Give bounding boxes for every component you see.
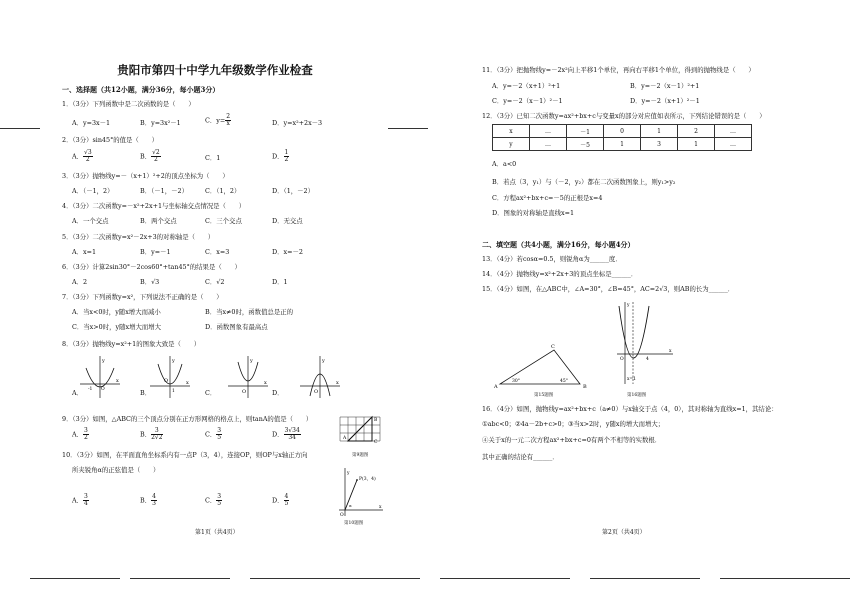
q6-stem: 6．（3分）计算2sin30°－2cos60°+tan45°的结果是（ ）	[62, 263, 241, 271]
q5-option-d: D．x=－2	[272, 248, 303, 256]
q9-a-den: 2	[84, 434, 88, 441]
q3-option-b: B．（－1，－2）	[140, 187, 188, 195]
q6-option-b: B．√3	[140, 278, 160, 286]
q4-option-b: B．两个交点	[140, 217, 177, 225]
q10-stem-line1: 10．（3分）如图，在平面直角坐标系内有一点P（3，4），连接OP，则OP与x轴正方向	[62, 451, 308, 459]
table-cell: －5	[567, 138, 604, 151]
q16-line1: ①abc<0；②4a－2b+c>0；③当x>2时，y随x的增大而增大；	[482, 420, 665, 428]
q10-origin-label: O	[340, 513, 344, 518]
bottom-dash	[250, 578, 420, 579]
margin-dash	[0, 128, 40, 129]
q12-option-c: C．方程ax²+bx+c=－5的正根是x=4	[492, 194, 603, 202]
bottom-dash	[440, 578, 570, 579]
q10-c-prefix: C．	[205, 496, 217, 505]
q2-d-num: 1	[284, 149, 289, 156]
q10-d-prefix: D．	[272, 496, 284, 505]
table-cell: 1	[641, 125, 678, 138]
q9-c-den: 5	[217, 434, 222, 441]
q10-option-a	[72, 494, 89, 507]
q8c-origin-label: O	[242, 389, 247, 395]
q11-option-b: B．y=－2（x－1）²+1	[630, 82, 700, 90]
table-cell: …	[530, 138, 567, 151]
q15-point-a: A	[494, 384, 498, 390]
q2-option-a	[72, 150, 93, 163]
q12-row-x	[493, 125, 752, 138]
q16-origin-label: O	[620, 357, 624, 362]
q9-c-prefix: C．	[205, 430, 217, 439]
q9-a-prefix: A．	[72, 430, 84, 439]
q15-triangle-figure	[492, 340, 592, 390]
table-cell: 1	[604, 138, 641, 151]
q3-option-c: C．（1，2）	[205, 187, 241, 195]
q8-option-d: D．	[272, 389, 284, 397]
q2-stem: 2．（3分）sin45°的值是（ ）	[62, 136, 158, 144]
q12-row-y	[493, 138, 752, 151]
q5-option-a: A．x=1	[72, 248, 97, 256]
q10-point-p: P(3，4)	[359, 477, 376, 482]
q9-stem: 9．（3分）如图，△ABC的三个顶点分别在正方形网格的格点上，则tanA的值是（ ）	[62, 415, 313, 423]
q16-caption: 第16题图	[627, 393, 647, 398]
table-cell: …	[715, 125, 752, 138]
table-cell: 1	[678, 138, 715, 151]
q15-angle-a: 30°	[512, 379, 520, 384]
q4-option-a: A．一个交点	[72, 217, 109, 225]
q9-a-num: 3	[84, 427, 88, 434]
q7-stem: 7．（3分）下列函数y=x²，下列说法不正确的是（ ）	[62, 293, 223, 301]
q15-angle-b: 45°	[560, 379, 568, 384]
q16-parabola-figure	[615, 300, 675, 386]
q10-a-prefix: A．	[72, 496, 84, 505]
q10-c-den: 5	[217, 500, 222, 507]
q16-axis-label: x=1	[627, 377, 637, 382]
q16-four-label: 4	[646, 357, 649, 362]
q12-option-d: D．图象的对称轴是直线x=1	[492, 209, 575, 217]
q7-option-d: D．函数图象有最高点	[205, 323, 268, 331]
q10-coordinate-figure	[335, 466, 385, 518]
q9-point-c: C	[374, 440, 378, 445]
q8b-y-label: y	[172, 358, 175, 364]
q11-option-d: D．y=－2（x+1）²－1	[630, 97, 700, 105]
bottom-dash	[130, 578, 230, 579]
q2-option-c: C．1	[205, 154, 221, 162]
q15-point-c: C	[551, 344, 555, 350]
q11-option-a: A．y=－2（x+1）²+1	[492, 82, 561, 90]
q1-option-b: B．y=3x²－1	[140, 119, 181, 127]
q8d-y-label: y	[322, 358, 325, 364]
q8-option-a: A．	[72, 389, 84, 397]
q16-stem: 16．（4分）如图，抛物线y=ax²+bx+c（a≠0）与x轴交于点（4，0），其对称轴为直线x=1，其结论：	[482, 405, 778, 413]
q8d-x-label: x	[336, 380, 339, 386]
q1-option-c	[205, 114, 231, 127]
table-cell: 2	[678, 125, 715, 138]
q2-option-b	[140, 150, 161, 163]
q9-d-prefix: D．	[272, 430, 284, 439]
q8-option-b: B．	[140, 389, 152, 397]
bottom-dash	[590, 578, 700, 579]
page-footer-right: 第2页（共4页）	[602, 529, 646, 536]
table-cell: －1	[567, 125, 604, 138]
q13-stem: 13．（4分）若cosα=0.5，则锐角α为______度．	[482, 255, 622, 263]
q9-d-den: 34	[288, 434, 296, 441]
q9-option-c	[205, 428, 222, 441]
q8-graph-c	[228, 356, 268, 398]
q5-stem: 5．（3分）二次函数y=x²－2x+3的对称轴是（ ）	[62, 233, 215, 241]
q10-d-den: 5	[284, 500, 289, 507]
q10-caption: 第10题图	[344, 521, 364, 526]
q3-option-d: D．（1，－2）	[272, 187, 315, 195]
q10-a-den: 4	[84, 500, 88, 507]
q9-option-d	[272, 428, 301, 441]
q12-value-table	[492, 124, 752, 151]
q1-stem: 1．（3分）下列函数中是二次函数的是（ ）	[62, 100, 195, 108]
q2-b-prefix: B．	[140, 152, 152, 161]
table-cell: 3	[641, 138, 678, 151]
q6-option-d: D．1	[272, 278, 288, 286]
q8-graph-a	[80, 356, 120, 398]
q3-stem: 3．（3分）抛物线y=－（x+1）²+2的顶点坐标为（ ）	[62, 172, 229, 180]
q9-d-num: 3√34	[284, 427, 300, 434]
table-cell: 0	[604, 125, 641, 138]
margin-dash	[388, 128, 428, 129]
bottom-dash	[720, 578, 850, 579]
q2-d-den: 2	[284, 156, 289, 163]
q10-y-label: y	[347, 471, 350, 476]
page-right	[430, 0, 860, 599]
q10-alpha-label: α	[349, 503, 352, 508]
q7-option-a: A．当x<0时，y随x增大而减小	[72, 308, 161, 316]
q5-option-c: C．x=3	[205, 248, 230, 256]
q15-point-b: B	[583, 384, 587, 390]
q1-c-den: x	[226, 120, 230, 127]
q16-line2: ④关于x的一元二次方程ax²+bx+c=0有两个不相等的实数根．	[482, 436, 662, 444]
q10-c-num: 3	[217, 493, 222, 500]
q15-caption: 第15题图	[534, 393, 554, 398]
q12-option-a: A．a<0	[492, 160, 517, 168]
q14-stem: 14．（4分）抛物线y=x²+2x+3的顶点坐标是______．	[482, 270, 638, 278]
q8b-one-label: 1	[172, 389, 175, 394]
q8a-minus1-label: -1	[88, 387, 93, 392]
q9-b-prefix: B．	[140, 430, 152, 439]
q10-b-num: 4	[152, 493, 156, 500]
q12-option-b: B．若点（3，y₁）与（－2，y₂）都在二次函数图象上，则y₁>y₂	[492, 178, 676, 186]
page-footer-left: 第1页（共4页）	[195, 529, 239, 536]
q8a-origin-label: O	[101, 387, 105, 392]
q9-c-num: 3	[217, 427, 222, 434]
q8b-x-label: x	[186, 380, 189, 386]
q1-option-a: A．y=3x－1	[72, 119, 111, 127]
q4-stem: 4．（3分）二次函数y=－x²+2x+1与坐标轴交点情况是（ ）	[62, 202, 246, 210]
q16-x-label: x	[669, 349, 672, 354]
q10-stem-line2: 所夹锐角α的正弦值是（ ）	[72, 466, 160, 474]
q10-option-d	[272, 494, 289, 507]
q8d-origin-label: O	[314, 389, 319, 395]
q9-caption: 第9题图	[352, 453, 369, 458]
q6-option-a: A．2	[72, 278, 88, 286]
section-choice-heading: 一、选择题（共12小题，满分36分，每小题3分）	[62, 85, 220, 94]
q2-d-prefix: D．	[272, 152, 284, 161]
table-cell: x	[493, 125, 530, 138]
q10-x-label: x	[379, 505, 382, 510]
q10-option-b	[140, 494, 157, 507]
q11-option-c: C．y=－2（x－1）²－1	[492, 97, 563, 105]
q6-option-c: C．√2	[205, 278, 225, 286]
q15-stem: 15．（4分）如图，在△ABC中，∠A=30°，∠B=45°，AC=2√3，则AB的长为______．	[482, 285, 735, 293]
q8a-x-label: x	[116, 378, 119, 384]
q9-b-num: 3	[151, 428, 162, 435]
q8-graph-b	[150, 356, 190, 398]
q9-point-b: B	[374, 418, 378, 423]
q8c-y-label: y	[250, 358, 253, 364]
q2-a-den: 2	[85, 156, 90, 163]
q8-graph-d	[300, 356, 340, 398]
q10-d-num: 4	[284, 493, 289, 500]
q1-c-prefix: C．y=	[205, 116, 226, 125]
q10-a-num: 3	[84, 493, 88, 500]
section-fill-heading: 二、填空题（共4小题，满分16分，每小题4分）	[482, 240, 635, 249]
q5-option-b: B．y=－1	[140, 248, 171, 256]
q9-grid-figure	[338, 415, 382, 449]
q8-stem: 8．（3分）抛物线y=x²+1的图象大致是（ ）	[62, 340, 201, 348]
q10-option-c	[205, 494, 222, 507]
bottom-dash	[30, 578, 120, 579]
q9-b-den: 2√2	[151, 434, 163, 441]
q7-option-c: C．当x>0时，y随x增大而增大	[72, 323, 162, 331]
q2-option-d	[272, 150, 289, 163]
q4-option-d: D．无交点	[272, 217, 303, 225]
table-cell: …	[530, 125, 567, 138]
q2-a-num: √3	[84, 149, 92, 156]
q9-option-b	[140, 428, 163, 441]
q8c-x-label: x	[264, 380, 267, 386]
q1-c-num: 2	[226, 113, 231, 120]
q10-b-prefix: B．	[140, 496, 152, 505]
table-cell: …	[715, 138, 752, 151]
q2-a-prefix: A．	[72, 152, 84, 161]
q16-y-label: y	[627, 303, 630, 308]
q9-option-a	[72, 428, 89, 441]
page-title: 贵阳市第四十中学九年级数学作业检查	[117, 63, 313, 77]
q7-option-b: B．当x≠0时，函数值总是正的	[205, 308, 294, 316]
q12-stem: 12．（3分）已知二次函数y=ax²+bx+c与变量x的部分对应值如表所示，下列结论错误的是（ ）	[482, 112, 766, 120]
q11-stem: 11．（3分）把抛物线y=－2x²向上平移1个单位，再向右平移1个单位，得到的抛物线是（ ）	[482, 66, 755, 74]
table-cell: y	[493, 138, 530, 151]
q16-line3: 其中正确的结论有______．	[482, 453, 559, 461]
q2-b-den: 2	[154, 156, 158, 163]
q8-option-c: C．	[205, 389, 217, 397]
q1-option-d: D．y=x²+2x－3	[272, 119, 323, 127]
q4-option-c: C．三个交点	[205, 217, 242, 225]
q9-point-a: A	[343, 436, 347, 441]
q8b-origin-label: O	[164, 378, 169, 384]
q2-b-num: √2	[152, 149, 160, 156]
q3-option-a: A．（－1，2）	[72, 187, 114, 195]
q10-b-den: 3	[152, 500, 156, 507]
q8a-y-label: y	[102, 358, 105, 364]
